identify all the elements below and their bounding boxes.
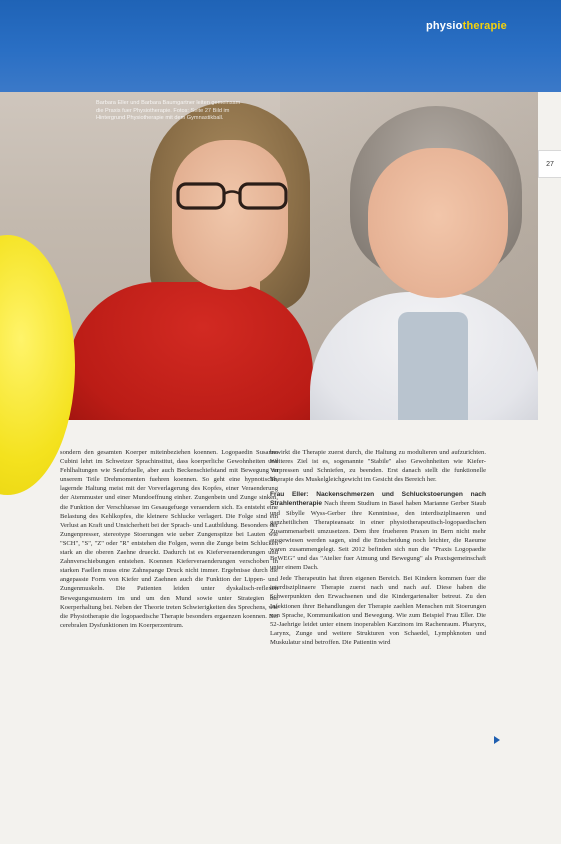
- article-left-column: [60, 448, 278, 630]
- glasses-icon: [174, 180, 290, 210]
- section-label-physio: physio: [425, 20, 463, 32]
- header-band: [0, 0, 561, 92]
- right-column-section: [270, 490, 486, 572]
- photo-caption: Barbara Eller und Barbara Baumgartner leiten gemeinsam die Praxis fuer Physiotherapie. Fotos: Seite 27 Bild im Hintergrund Physiotherapie mit dem Gymnastikball.: [96, 100, 241, 122]
- left-person-face: [172, 140, 288, 290]
- right-person-face: [368, 148, 508, 298]
- section-label-therapie: therapie: [462, 20, 507, 32]
- article-photo: [0, 92, 538, 420]
- right-column-intro: bewirkt die Therapie zuerst durch, die Haltung zu modulieren und aufzurichten. Weiteres Ziel ist es, sogenannte "Stabile" also Gewohnheiten wie Kiefer-Verpressen und Schniefen, zu beenden. Erst danach stellt die funktionelle Therapie des Muskelgleichgewicht im Gesicht des Bereich her.: [270, 449, 486, 484]
- section-heading: Frau Eller: Nackenschmerzen und Schluckstoerungen nach Strahlentherapie: [270, 491, 486, 508]
- left-column-text: sondern den gesamten Koerper miteinbeziehen koennen. Logopaedin Susanne Cubini lehrt im Schweizer Sprachinstitut, dass koerperliche Gewohnheiten und Fehlhaltungen wie Seufzfuelle, aber auch Beckenschiefstand mit Bewegung zu unserem Teile Drehmomenten fuehren koennen. So geht eine hypnotische, lagernde Haltung meist mit der Vorverlagerung des Kopfes, einer Veraenderung der Atemmuster und einer Mundoeffnung einher. Zungenbein und Zunge sinken, die Funktion der Verschluesse im Gesaugefuege veraendern sich. Es entsteht eine Belastung des Kehlkopfes, die kleinere Schlucke verlagert. Die Folge sind ein Verlust an Kraft und Unsicherheit bei der Sprach- und Lautbildung. Besonders der Zungenpresser, stereotype Stoerungen wie ueber Zungenspitze bei Lauten wie "SCH", "S", "Z" oder "R" entstehen die Folgen, wenn die Zunge beim Schlucken stark an die oberen Zaehne drueckt. Dadurch ist es Kieferveraenderungen und Zahnverschiebungen entstehen. Koennen Kieferveraenderungen verschoben in starken Faellen muss eine Zahnspange Druck nicht immer. Ergebnisse durch die angepasste Form von Kiefer und Zaehnen auch die Funktion der Lippen- und Zungenmuskeln. Die Patienten leiden unter dyskalisch-reflexen Bewegungsmustern im und um den Mund sowie unter Strategien bei Koerperhaltung bei. Neben der Theorie treten Schwierigkeiten des Sprechens, wie die Physiotherapie die logopaedische Therapie besonders ergaenzen koennen. Bei cerebralen Dysfunktionen im Koerperzentrum.: [60, 449, 278, 629]
- right-person-shirt: [398, 312, 468, 420]
- section-label: [426, 20, 507, 32]
- continue-arrow-icon: [494, 736, 500, 744]
- article-right-column: [270, 448, 486, 647]
- section-body: Nach ihrem Studium in Basel haben Marianne Gerber Staub und Sibylle Wyss-Gerber ihre Kenntnisse, den interdisziplinaeren und ganzheitlichen Therapieansatz in einer physiotherapeutisch-logopaedischen Zusammenarbeit umzusetzen. Dem ihre frueheren Praxen in Bern nicht mehr ausgewiesen werden sagen, sind die Entscheidung noch leichter, die Raeume waren zusammengelegt. Seit 2012 befinden sich nun die "Praxis Logopaedie BeWEG" und das "Atelier fuer Atmung und Bewegung" als Praxisgemeinschaft unter einem Dach.: [270, 500, 486, 572]
- right-column-paragraph: Jede Therapeutin hat ihren eigenen Bereich. Bei Kindern kommen fuer die interdisziplinaere Therapie zuerst nach und nach auf. Diese haben die Schwerpunkten den Erwachsenen und die Kindergartenalter betreut. Zu den Infektionen ihrer Behandlungen der Therapie zaehlen Menschen mit Stoerungen von Sprache, Kommunikation und Bewegung. Wie zum Beispiel Frau Eller. Die 52-Jaehrige leidet unter einem inoperablen Karzinom im Rachenraum. Pharynx, Larynx, Zunge und weitere Strukturen von Schaedel, Lymphknoten und Muskulatur sind betroffen. Die Patientin wird: [270, 575, 486, 646]
- left-person-red-top: [68, 282, 313, 420]
- page-number: 27: [538, 150, 561, 178]
